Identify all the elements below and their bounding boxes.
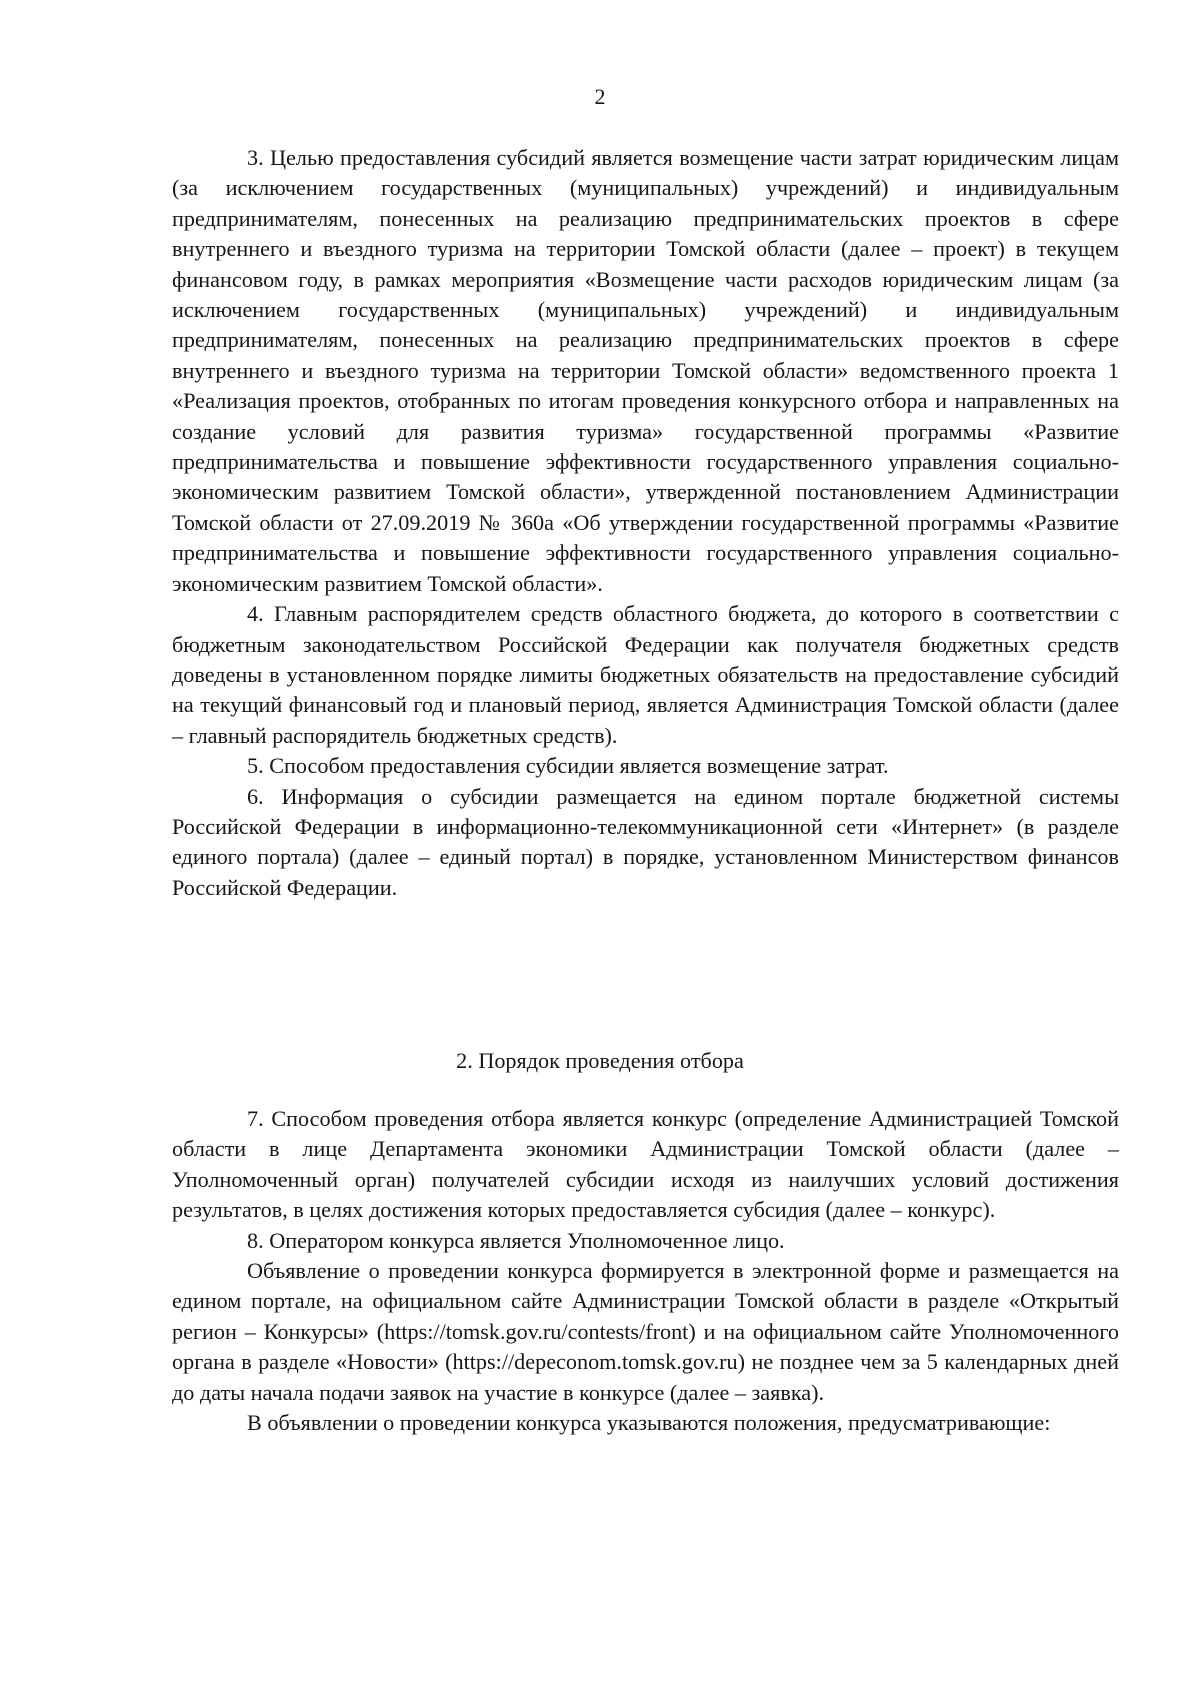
paragraph-8: 8. Оператором конкурса является Уполномоченное лицо.	[247, 1227, 785, 1253]
paragraph-4: 4. Главным распорядителем средств областного бюджета, до которого в соответствии с бюджетным законодательством Российской Федерации как получателя бюджетных средств доведены в установленном порядке лимиты бюджетных обязательств на предоставление субсидий на текущий финансовый год и плановый период, является Администрация Томской области (далее – главный распорядитель бюджетных средств).	[172, 601, 1119, 748]
paragraph-announcement-provisions: В объявлении о проведении конкурса указываются положения, предусматривающие:	[247, 1410, 1051, 1436]
document-body-lower	[172, 1104, 1119, 1438]
page-number: 2	[594, 84, 606, 109]
paragraph-6: 6. Информация о субсидии размещается на едином портале бюджетной системы Российской Федерации в информационно-телекоммуникационной сети «Интернет» (в разделе единого портала) (далее – единый портал) в порядке, установленном Министерством финансов Российской Федерации.	[172, 783, 1119, 900]
paragraph-5: 5. Способом предоставления субсидии является возмещение затрат.	[247, 753, 889, 779]
paragraph-3: 3. Целью предоставления субсидий является возмещение части затрат юридическим лицам (за исключением государственных (муниципальных) учреждений) и индивидуальным предпринимателям, понесенных на реализацию предпринимательских проектов в сфере внутреннего и въездного туризма на территории Томской области (далее – проект) в текущем финансовом году, в рамках мероприятия «Возмещение части расходов юридическим лицам (за исключением государственных (муниципальных) учреждений) и индивидуальным предпринимателям, понесенных на реализацию предпринимательских проектов в сфере внутреннего и въездного туризма на территории Томской области» ведомственного проекта 1 «Реализация проектов, отобранных по итогам проведения конкурсного отбора и направленных на создание условий для развития туризма» государственной программы «Развитие предпринимательства и повышение эффективности государственного управления социально-экономическим развитием Томской области», утвержденной постановлением Администрации Томской области от 27.09.2019 № 360а «Об утверждении государственной программы «Развитие предпринимательства и повышение эффективности государственного управления социально-экономическим развитием Томской области».	[172, 145, 1119, 596]
paragraph-7: 7. Способом проведения отбора является конкурс (определение Администрацией Томской области в лице Департамента экономики Администрации Томской области (далее – Уполномоченный орган) получателей субсидии исходя из наилучших условий достижения результатов, в целях достижения которых предоставляется субсидия (далее – конкурс).	[172, 1106, 1119, 1223]
section-heading: 2. Порядок проведения отбора	[456, 1048, 744, 1073]
document-body-upper	[172, 143, 1119, 903]
paragraph-announcement: Объявление о проведении конкурса формируется в электронной форме и размещается на едином портале, на официальном сайте Администрации Томской области в разделе «Открытый регион – Конкурсы» (https://tomsk.gov.ru/contests/front) и на официальном сайте Уполномоченного органа в разделе «Новости» (https://depeconom.tomsk.gov.ru) не позднее чем за 5 календарных дней до даты начала подачи заявок на участие в конкурсе (далее – заявка).	[172, 1258, 1119, 1405]
